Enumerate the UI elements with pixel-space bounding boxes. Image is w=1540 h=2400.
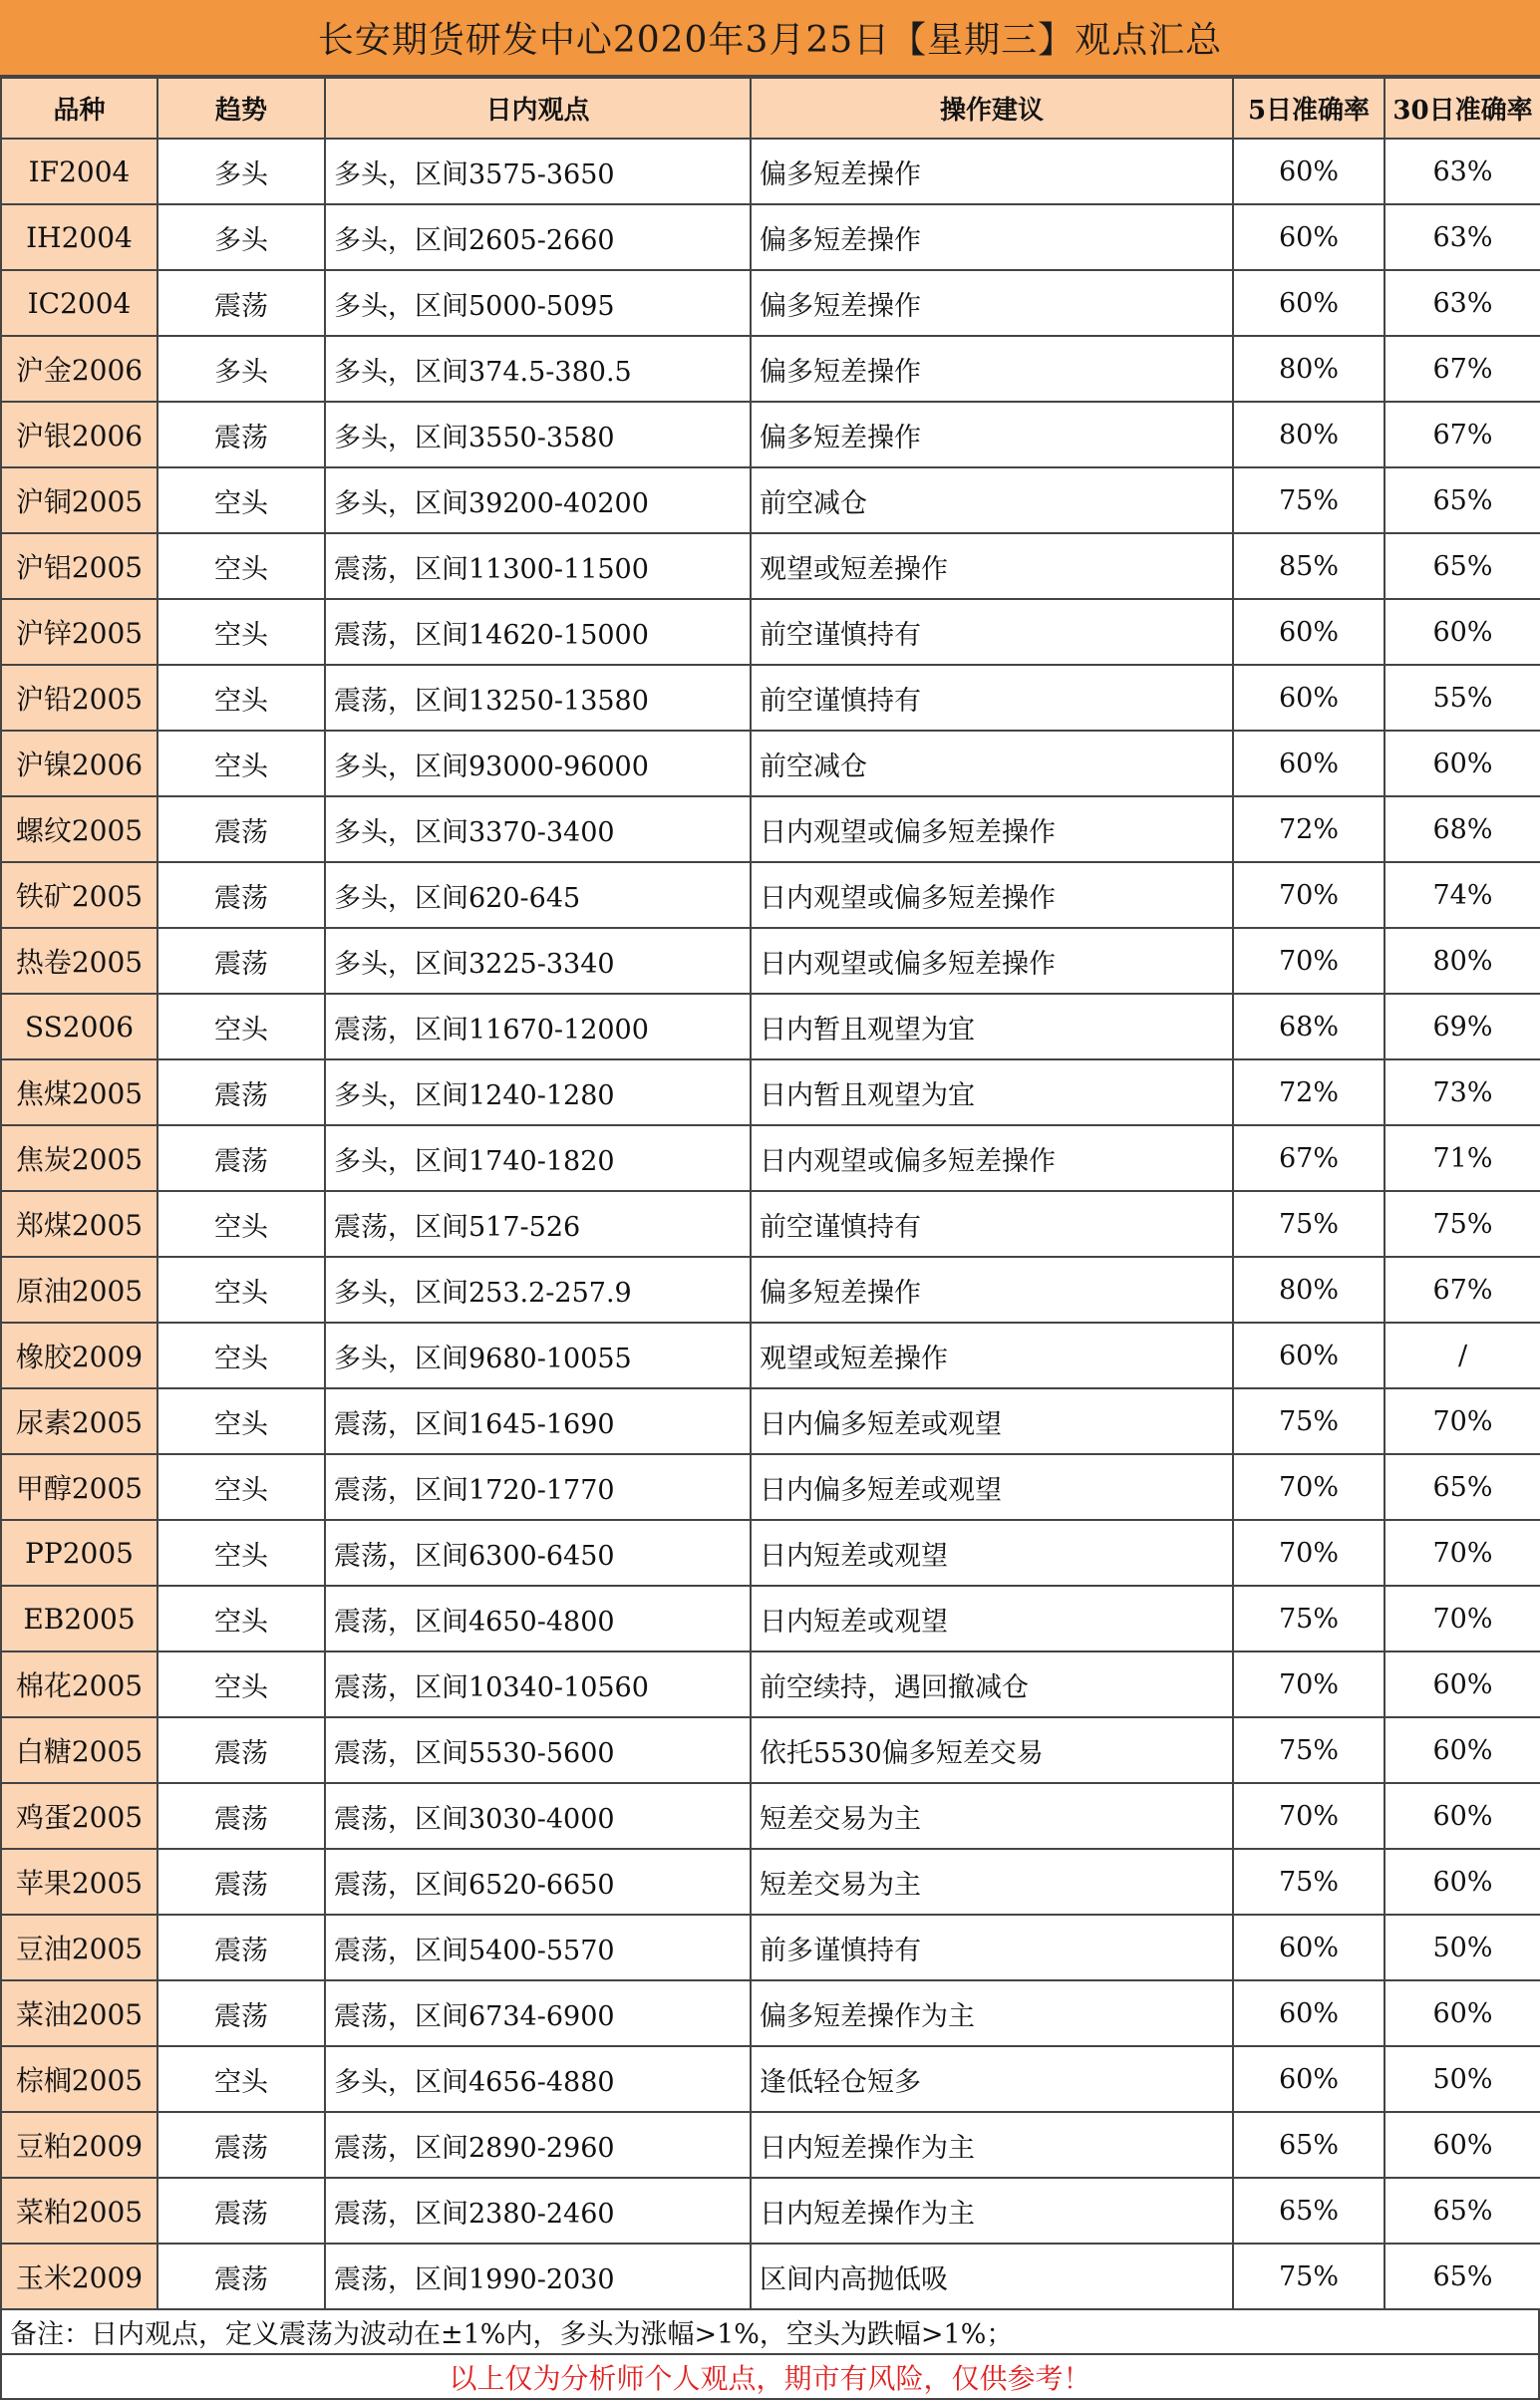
accuracy-30day-cell: 70% [1385,1520,1540,1586]
trend-cell: 震荡 [157,796,325,862]
suggestion-cell: 偏多短差操作 [751,336,1233,402]
table-row [1,1849,1540,1915]
intraday-view-cell: 多头，区间3225-3340 [325,928,751,994]
accuracy-5day-cell: 60% [1233,1323,1385,1388]
variety-cell: 玉米2009 [1,2244,157,2309]
variety-cell: 沪铜2005 [1,467,157,533]
table-row [1,665,1540,731]
variety-cell: 甲醇2005 [1,1454,157,1520]
accuracy-30day-cell: 60% [1385,1651,1540,1717]
trend-cell: 震荡 [157,1783,325,1849]
accuracy-5day-cell: 85% [1233,533,1385,599]
table-row [1,1059,1540,1125]
accuracy-5day-cell: 80% [1233,402,1385,467]
table-row [1,1520,1540,1586]
accuracy-5day-cell: 60% [1233,2046,1385,2112]
accuracy-30day-cell: 73% [1385,1059,1540,1125]
accuracy-5day-cell: 67% [1233,1125,1385,1191]
accuracy-5day-cell: 60% [1233,599,1385,665]
accuracy-30day-cell: 70% [1385,1388,1540,1454]
variety-cell: 铁矿2005 [1,862,157,928]
table-body [1,139,1540,2309]
accuracy-30day-cell: 65% [1385,533,1540,599]
suggestion-cell: 日内短差操作为主 [751,2112,1233,2178]
trend-cell: 空头 [157,1651,325,1717]
variety-cell: 豆粕2009 [1,2112,157,2178]
accuracy-30day-cell: 55% [1385,665,1540,731]
intraday-view-cell: 震荡，区间1720-1770 [325,1454,751,1520]
intraday-view-cell: 多头，区间620-645 [325,862,751,928]
variety-cell: 苹果2005 [1,1849,157,1915]
note: 备注：日内观点，定义震荡为波动在±1%内，多头为涨幅>1%，空头为跌幅>1%； [0,2310,1540,2355]
accuracy-30day-cell: 50% [1385,1915,1540,1980]
variety-cell: 沪铅2005 [1,665,157,731]
header-row [1,78,1540,139]
trend-cell: 震荡 [157,1915,325,1980]
table-row [1,1915,1540,1980]
accuracy-5day-cell: 75% [1233,1586,1385,1651]
variety-cell: 郑煤2005 [1,1191,157,1257]
trend-cell: 空头 [157,599,325,665]
variety-cell: 沪镍2006 [1,731,157,796]
intraday-view-cell: 震荡，区间517-526 [325,1191,751,1257]
trend-cell: 空头 [157,1257,325,1323]
accuracy-30day-cell: 60% [1385,731,1540,796]
accuracy-5day-cell: 65% [1233,2178,1385,2244]
intraday-view-cell: 震荡，区间1990-2030 [325,2244,751,2309]
trend-cell: 空头 [157,467,325,533]
variety-cell: 棕榈2005 [1,2046,157,2112]
variety-cell: 焦煤2005 [1,1059,157,1125]
intraday-view-cell: 震荡，区间2890-2960 [325,2112,751,2178]
table-row [1,336,1540,402]
trend-cell: 空头 [157,994,325,1059]
page-title: 长安期货研发中心2020年3月25日【星期三】观点汇总 [0,0,1540,77]
suggestion-cell: 日内观望或偏多短差操作 [751,796,1233,862]
accuracy-30day-cell: 70% [1385,1586,1540,1651]
accuracy-5day-cell: 75% [1233,1388,1385,1454]
intraday-view-cell: 震荡，区间5400-5570 [325,1915,751,1980]
suggestion-cell: 区间内高抛低吸 [751,2244,1233,2309]
suggestion-cell: 偏多短差操作 [751,1257,1233,1323]
table-row [1,1454,1540,1520]
trend-cell: 空头 [157,2046,325,2112]
table-row [1,1125,1540,1191]
suggestion-cell: 日内观望或偏多短差操作 [751,928,1233,994]
trend-cell: 震荡 [157,1125,325,1191]
intraday-view-cell: 震荡，区间13250-13580 [325,665,751,731]
table-row [1,1783,1540,1849]
suggestion-cell: 偏多短差操作 [751,402,1233,467]
accuracy-30day-cell: 65% [1385,467,1540,533]
header-intraday-view: 日内观点 [325,78,751,139]
intraday-view-cell: 多头，区间1240-1280 [325,1059,751,1125]
suggestion-cell: 偏多短差操作 [751,139,1233,204]
trend-cell: 空头 [157,665,325,731]
suggestion-cell: 前空减仓 [751,467,1233,533]
trend-cell: 空头 [157,1454,325,1520]
accuracy-30day-cell: 67% [1385,1257,1540,1323]
intraday-view-cell: 多头，区间39200-40200 [325,467,751,533]
variety-cell: 尿素2005 [1,1388,157,1454]
header-suggestion: 操作建议 [751,78,1233,139]
trend-cell: 空头 [157,1586,325,1651]
trend-cell: 多头 [157,139,325,204]
disclaimer: 以上仅为分析师个人观点，期市有风险，仅供参考！ [0,2355,1540,2400]
intraday-view-cell: 多头，区间3575-3650 [325,139,751,204]
intraday-view-cell: 震荡，区间6734-6900 [325,1980,751,2046]
table-row [1,270,1540,336]
suggestion-cell: 前空谨慎持有 [751,599,1233,665]
accuracy-5day-cell: 72% [1233,1059,1385,1125]
accuracy-5day-cell: 60% [1233,204,1385,270]
header-30day-accuracy: 30日准确率 [1385,78,1540,139]
trend-cell: 震荡 [157,270,325,336]
table-row [1,139,1540,204]
accuracy-5day-cell: 75% [1233,1849,1385,1915]
intraday-view-cell: 多头，区间5000-5095 [325,270,751,336]
suggestion-cell: 日内偏多短差或观望 [751,1454,1233,1520]
trend-cell: 震荡 [157,2112,325,2178]
table-row [1,402,1540,467]
suggestion-cell: 前空谨慎持有 [751,1191,1233,1257]
accuracy-5day-cell: 70% [1233,928,1385,994]
table-row [1,2244,1540,2309]
table-row [1,1191,1540,1257]
intraday-view-cell: 震荡，区间10340-10560 [325,1651,751,1717]
suggestion-cell: 日内短差或观望 [751,1520,1233,1586]
accuracy-30day-cell: 63% [1385,270,1540,336]
variety-cell: 沪锌2005 [1,599,157,665]
suggestion-cell: 观望或短差操作 [751,1323,1233,1388]
intraday-view-cell: 多头，区间253.2-257.9 [325,1257,751,1323]
accuracy-30day-cell: 71% [1385,1125,1540,1191]
accuracy-30day-cell: 65% [1385,2178,1540,2244]
table-row [1,2178,1540,2244]
table-row [1,994,1540,1059]
trend-cell: 空头 [157,1520,325,1586]
intraday-view-cell: 震荡，区间5530-5600 [325,1717,751,1783]
table-row [1,1717,1540,1783]
trend-cell: 震荡 [157,1717,325,1783]
trend-cell: 震荡 [157,1980,325,2046]
variety-cell: PP2005 [1,1520,157,1586]
accuracy-5day-cell: 75% [1233,467,1385,533]
intraday-view-cell: 震荡，区间11670-12000 [325,994,751,1059]
trend-cell: 震荡 [157,1059,325,1125]
accuracy-5day-cell: 60% [1233,731,1385,796]
suggestion-cell: 偏多短差操作 [751,270,1233,336]
accuracy-5day-cell: 68% [1233,994,1385,1059]
header-variety: 品种 [1,78,157,139]
accuracy-30day-cell: 65% [1385,1454,1540,1520]
suggestion-cell: 逢低轻仓短多 [751,2046,1233,2112]
variety-cell: 菜油2005 [1,1980,157,2046]
suggestion-cell: 日内偏多短差或观望 [751,1388,1233,1454]
accuracy-30day-cell: 60% [1385,599,1540,665]
outlook-table [0,77,1540,2310]
accuracy-30day-cell: 63% [1385,204,1540,270]
suggestion-cell: 前空减仓 [751,731,1233,796]
suggestion-cell: 短差交易为主 [751,1849,1233,1915]
table-row [1,1651,1540,1717]
trend-cell: 震荡 [157,928,325,994]
accuracy-30day-cell: 60% [1385,1717,1540,1783]
trend-cell: 震荡 [157,2244,325,2309]
intraday-view-cell: 震荡，区间14620-15000 [325,599,751,665]
trend-cell: 震荡 [157,2178,325,2244]
accuracy-30day-cell: 69% [1385,994,1540,1059]
accuracy-5day-cell: 60% [1233,270,1385,336]
accuracy-30day-cell: / [1385,1323,1540,1388]
accuracy-30day-cell: 50% [1385,2046,1540,2112]
accuracy-30day-cell: 67% [1385,336,1540,402]
variety-cell: 沪金2006 [1,336,157,402]
intraday-view-cell: 震荡，区间6520-6650 [325,1849,751,1915]
table-row [1,1586,1540,1651]
suggestion-cell: 日内短差操作为主 [751,2178,1233,2244]
table-row [1,928,1540,994]
trend-cell: 震荡 [157,402,325,467]
accuracy-30day-cell: 80% [1385,928,1540,994]
variety-cell: 白糖2005 [1,1717,157,1783]
suggestion-cell: 日内观望或偏多短差操作 [751,862,1233,928]
intraday-view-cell: 多头，区间374.5-380.5 [325,336,751,402]
table-row [1,467,1540,533]
variety-cell: EB2005 [1,1586,157,1651]
table-row [1,731,1540,796]
table-row [1,204,1540,270]
suggestion-cell: 前空谨慎持有 [751,665,1233,731]
accuracy-5day-cell: 80% [1233,1257,1385,1323]
variety-cell: 橡胶2009 [1,1323,157,1388]
suggestion-cell: 偏多短差操作 [751,204,1233,270]
intraday-view-cell: 多头，区间4656-4880 [325,2046,751,2112]
variety-cell: 鸡蛋2005 [1,1783,157,1849]
trend-cell: 空头 [157,1191,325,1257]
table-row [1,2112,1540,2178]
variety-cell: 原油2005 [1,1257,157,1323]
trend-cell: 多头 [157,336,325,402]
suggestion-cell: 短差交易为主 [751,1783,1233,1849]
trend-cell: 空头 [157,533,325,599]
table-row [1,2046,1540,2112]
intraday-view-cell: 多头，区间3370-3400 [325,796,751,862]
suggestion-cell: 依托5530偏多短差交易 [751,1717,1233,1783]
accuracy-5day-cell: 70% [1233,1651,1385,1717]
variety-cell: 豆油2005 [1,1915,157,1980]
intraday-view-cell: 多头，区间9680-10055 [325,1323,751,1388]
table-row [1,862,1540,928]
variety-cell: 焦炭2005 [1,1125,157,1191]
accuracy-5day-cell: 60% [1233,1915,1385,1980]
accuracy-30day-cell: 75% [1385,1191,1540,1257]
table-row [1,1323,1540,1388]
intraday-view-cell: 多头，区间93000-96000 [325,731,751,796]
variety-cell: 菜粕2005 [1,2178,157,2244]
accuracy-5day-cell: 60% [1233,139,1385,204]
accuracy-5day-cell: 70% [1233,862,1385,928]
table-row [1,796,1540,862]
accuracy-5day-cell: 70% [1233,1520,1385,1586]
variety-cell: 沪银2006 [1,402,157,467]
intraday-view-cell: 震荡，区间1645-1690 [325,1388,751,1454]
accuracy-5day-cell: 70% [1233,1454,1385,1520]
intraday-view-cell: 震荡，区间6300-6450 [325,1520,751,1586]
trend-cell: 空头 [157,731,325,796]
accuracy-5day-cell: 70% [1233,1783,1385,1849]
intraday-view-cell: 震荡，区间11300-11500 [325,533,751,599]
trend-cell: 空头 [157,1388,325,1454]
accuracy-30day-cell: 63% [1385,139,1540,204]
variety-cell: 螺纹2005 [1,796,157,862]
accuracy-5day-cell: 75% [1233,2244,1385,2309]
variety-cell: 沪铝2005 [1,533,157,599]
accuracy-5day-cell: 75% [1233,1717,1385,1783]
table-row [1,599,1540,665]
table-row [1,1388,1540,1454]
intraday-view-cell: 震荡，区间3030-4000 [325,1783,751,1849]
accuracy-5day-cell: 75% [1233,1191,1385,1257]
intraday-view-cell: 震荡，区间4650-4800 [325,1586,751,1651]
accuracy-5day-cell: 60% [1233,1980,1385,2046]
accuracy-5day-cell: 60% [1233,665,1385,731]
trend-cell: 空头 [157,1323,325,1388]
intraday-view-cell: 震荡，区间2380-2460 [325,2178,751,2244]
accuracy-5day-cell: 80% [1233,336,1385,402]
suggestion-cell: 前空续持，遇回撤减仓 [751,1651,1233,1717]
suggestion-cell: 日内观望或偏多短差操作 [751,1125,1233,1191]
accuracy-30day-cell: 60% [1385,2112,1540,2178]
header-trend: 趋势 [157,78,325,139]
variety-cell: 棉花2005 [1,1651,157,1717]
accuracy-30day-cell: 60% [1385,1783,1540,1849]
accuracy-30day-cell: 68% [1385,796,1540,862]
suggestion-cell: 日内暂且观望为宜 [751,1059,1233,1125]
suggestion-cell: 观望或短差操作 [751,533,1233,599]
trend-cell: 震荡 [157,862,325,928]
suggestion-cell: 日内短差或观望 [751,1586,1233,1651]
accuracy-30day-cell: 60% [1385,1849,1540,1915]
table-row [1,1257,1540,1323]
accuracy-30day-cell: 67% [1385,402,1540,467]
suggestion-cell: 前多谨慎持有 [751,1915,1233,1980]
intraday-view-cell: 多头，区间3550-3580 [325,402,751,467]
accuracy-5day-cell: 72% [1233,796,1385,862]
trend-cell: 多头 [157,204,325,270]
trend-cell: 震荡 [157,1849,325,1915]
accuracy-30day-cell: 60% [1385,1980,1540,2046]
header-5day-accuracy: 5日准确率 [1233,78,1385,139]
accuracy-30day-cell: 65% [1385,2244,1540,2309]
suggestion-cell: 偏多短差操作为主 [751,1980,1233,2046]
accuracy-5day-cell: 65% [1233,2112,1385,2178]
variety-cell: IF2004 [1,139,157,204]
variety-cell: SS2006 [1,994,157,1059]
table-row [1,533,1540,599]
table-row [1,1980,1540,2046]
suggestion-cell: 日内暂且观望为宜 [751,994,1233,1059]
intraday-view-cell: 多头，区间1740-1820 [325,1125,751,1191]
accuracy-30day-cell: 74% [1385,862,1540,928]
variety-cell: IC2004 [1,270,157,336]
intraday-view-cell: 多头，区间2605-2660 [325,204,751,270]
variety-cell: IH2004 [1,204,157,270]
variety-cell: 热卷2005 [1,928,157,994]
